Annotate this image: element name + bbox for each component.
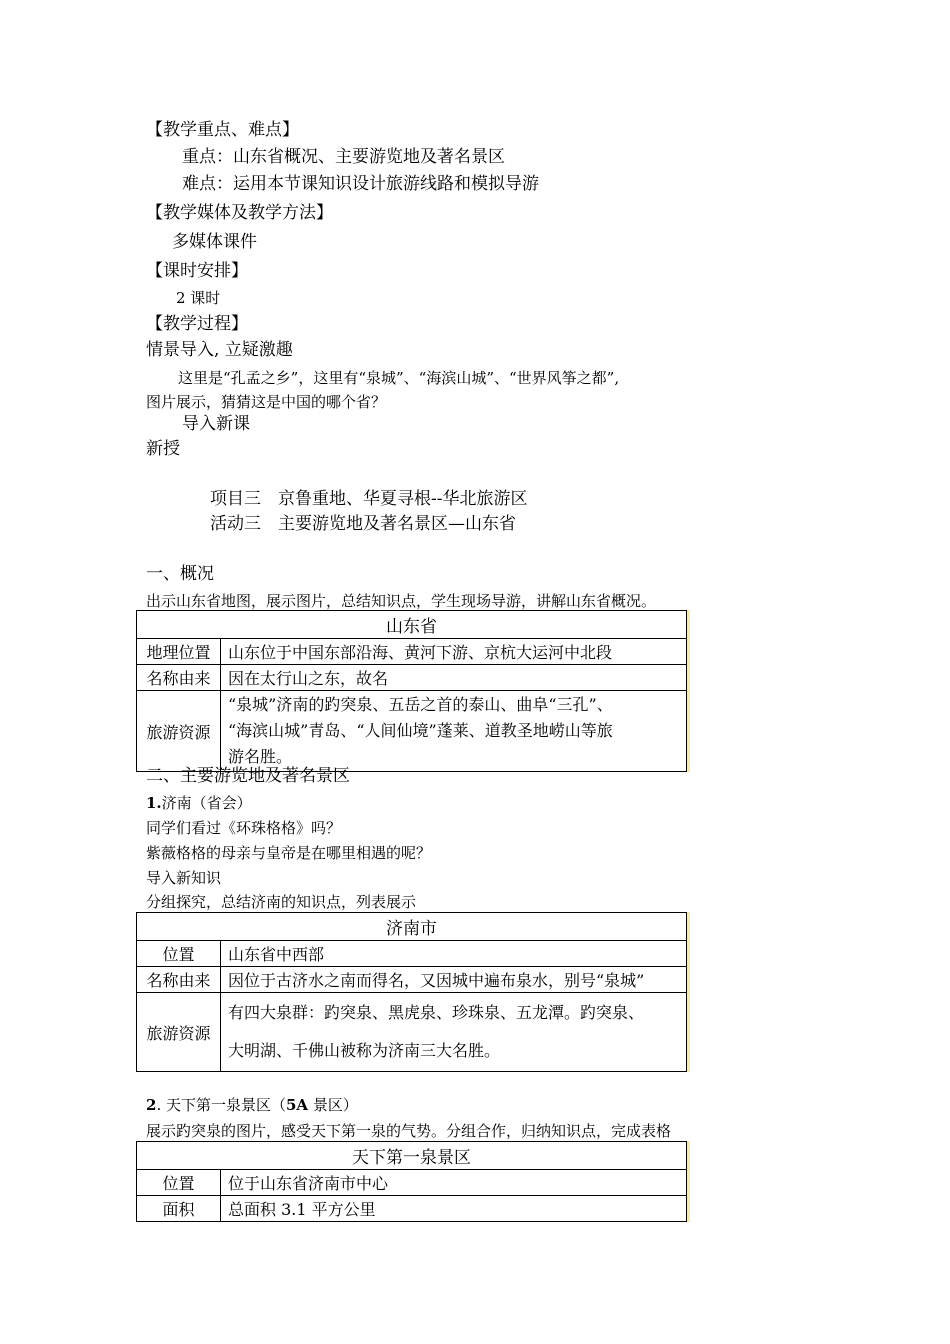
shandong-table-title: 山东省 (137, 611, 687, 639)
row-label: 名称由来 (137, 967, 221, 993)
table-row (137, 665, 687, 691)
spring-table-title: 天下第一泉景区 (137, 1142, 687, 1170)
spring-title-pre: . 天下第一泉景区（ (156, 1096, 286, 1114)
row-value: 山东省中西部 (221, 941, 687, 967)
jinan-table (136, 912, 687, 1072)
shandong-table (136, 610, 687, 772)
focus-heading: 【教学重点、难点】 (146, 120, 299, 140)
intro-line-2: 图片展示，猜猜这是中国的哪个省？ (146, 393, 387, 411)
row-label: 地理位置 (137, 639, 221, 665)
row-label: 面积 (137, 1196, 221, 1222)
row-value: 总面积 3.1 平方公里 (221, 1196, 687, 1222)
hours-heading: 【课时安排】 (146, 261, 248, 281)
media-heading: 【教学媒体及教学方法】 (146, 203, 333, 223)
spring-title-bold: 5A (285, 1096, 309, 1114)
value-line: 有四大泉群：趵突泉、黑虎泉、珍珠泉、五龙潭。趵突泉、 (228, 1003, 645, 1022)
jinan-question-1: 同学们看过《环珠格格》吗？ (146, 819, 342, 837)
row-value: 山东位于中国东部沿海、黄河下游、京杭大运河中北段 (221, 639, 687, 665)
spring-task: 展示趵突泉的图片，感受天下第一泉的气势。分组合作，归纳知识点，完成表格 (146, 1122, 672, 1140)
row-label: 旅游资源 (137, 993, 221, 1072)
spring-title-num: 2 (146, 1096, 157, 1114)
overview-heading: 一、概况 (146, 564, 214, 584)
hours-content: 2 课时 (176, 289, 221, 307)
table-row (137, 993, 687, 1072)
media-content: 多媒体课件 (172, 232, 257, 252)
value-line: 游名胜。 (228, 747, 293, 766)
table-row (137, 691, 687, 772)
value-line: “泉城”济南的趵突泉、五岳之首的泰山、曲阜“三孔”、 (228, 695, 613, 714)
jinan-lead: 导入新知识 (146, 869, 222, 887)
jinan-question-2: 紫薇格格的母亲与皇帝是在哪里相遇的呢？ (146, 844, 432, 862)
row-label: 名称由来 (137, 665, 221, 691)
table-row (137, 639, 687, 665)
difficulty-text: 难点：运用本节课知识设计旅游线路和模拟导游 (182, 174, 539, 194)
table-row (137, 1170, 687, 1196)
row-value: 因位于古济水之南而得名，又因城中遍布泉水，别号“泉城” (221, 967, 687, 993)
table-row (137, 967, 687, 993)
new-lesson-text: 新授 (146, 439, 180, 459)
spring-title (146, 1094, 358, 1116)
project-title: 项目三 京鲁重地、华夏寻根--华北旅游区 (210, 489, 528, 509)
lead-in-text: 导入新课 (182, 414, 250, 434)
value-line: “海滨山城”青岛、“人间仙境”蓬莱、道教圣地崂山等旅 (228, 721, 613, 740)
intro-line-1: 这里是“孔孟之乡”，这里有“泉城”、“海滨山城”、“世界风筝之都”, (178, 369, 620, 387)
row-value: 位于山东省济南市中心 (221, 1170, 687, 1196)
spring-title-post: 景区） (308, 1096, 358, 1114)
spring-table (136, 1141, 687, 1222)
jinan-title-num: 1. (146, 794, 162, 812)
row-label: 旅游资源 (137, 691, 221, 772)
key-point-text: 重点：山东省概况、主要游览地及著名景区 (182, 147, 505, 167)
scenic-heading: 二、主要游览地及著名景区 (146, 766, 350, 786)
intro-title: 情景导入, 立疑激趣 (146, 340, 293, 360)
jinan-task: 分组探究，总结济南的知识点，列表展示 (146, 893, 417, 911)
table-row (137, 941, 687, 967)
row-label: 位置 (137, 1170, 221, 1196)
value-line: 大明湖、千佛山被称为济南三大名胜。 (228, 1041, 501, 1060)
row-label: 位置 (137, 941, 221, 967)
activity-title: 活动三 主要游览地及著名景区—山东省 (210, 514, 516, 534)
jinan-table-title: 济南市 (137, 913, 687, 941)
table-row (137, 1196, 687, 1222)
jinan-title (146, 792, 252, 814)
row-value (221, 993, 687, 1072)
process-heading: 【教学过程】 (146, 314, 248, 334)
row-value (221, 691, 687, 772)
overview-description: 出示山东省地图，展示图片，总结知识点，学生现场导游，讲解山东省概况。 (146, 592, 657, 610)
row-value: 因在太行山之东，故名 (221, 665, 687, 691)
jinan-title-text: 济南（省会） (161, 794, 252, 812)
